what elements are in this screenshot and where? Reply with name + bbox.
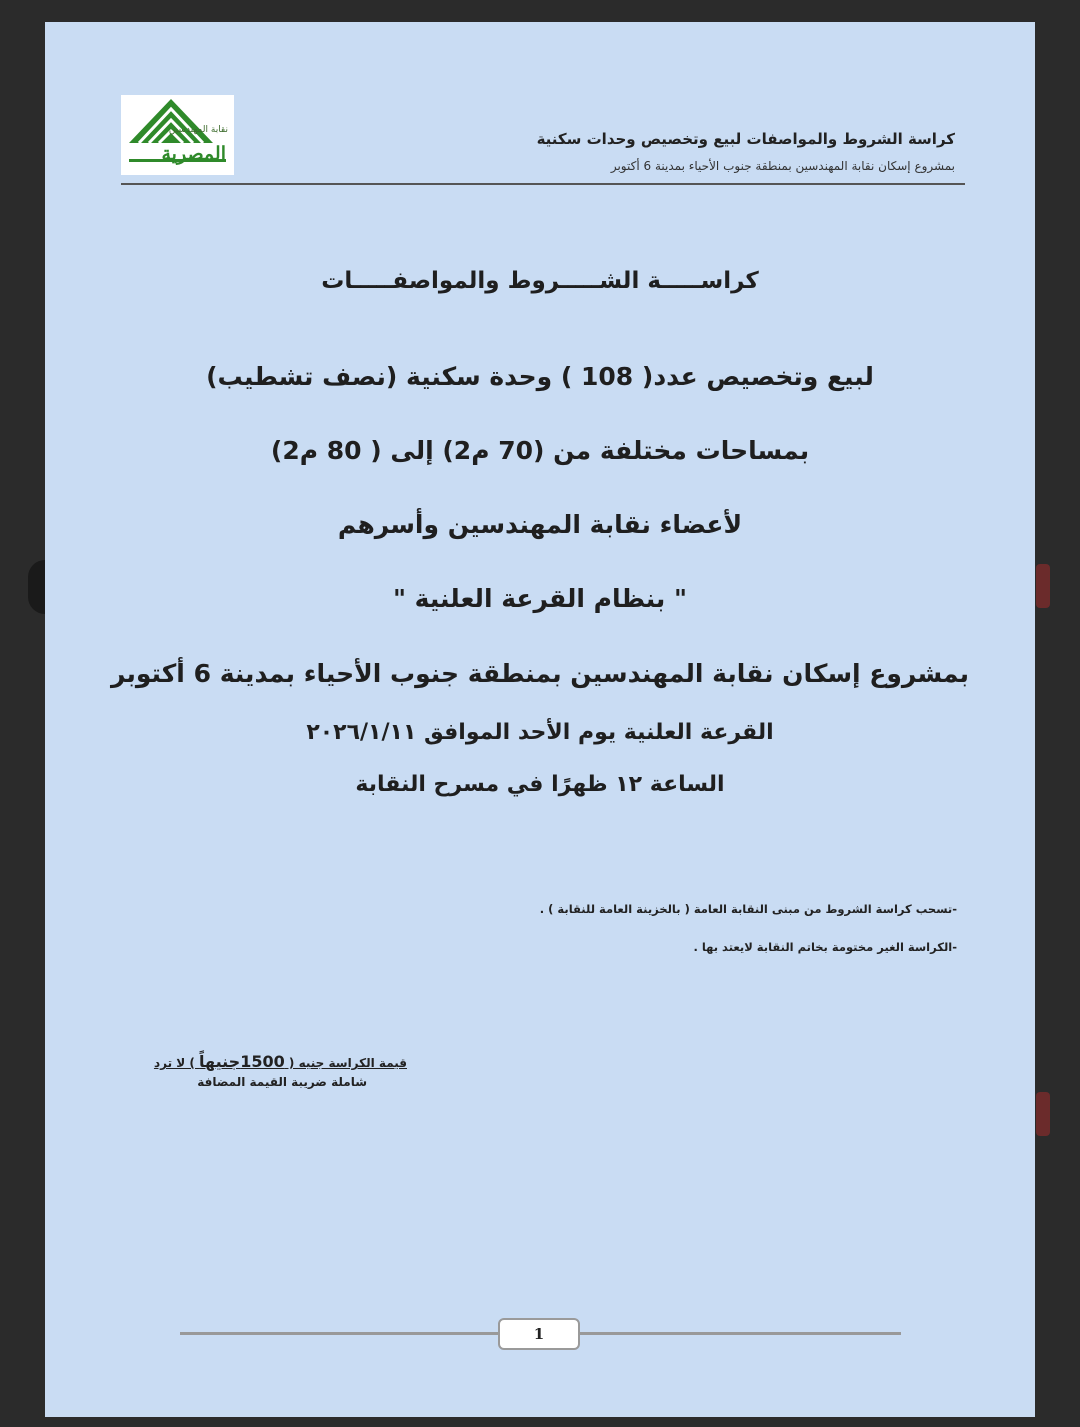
note-pickup: -تسحب كراسة الشروط من مبنى النقابة العامة ( بالخزينة العامة للنقابة ) . [539,902,957,916]
eligibility-line: لأعضاء نقابة المهندسين وأسرهم [337,510,743,539]
note-stamp: -الكراسة الغير مختومة بخاتم النقابة لايعتد بها . [693,940,957,954]
header-title: كراسة الشروط والمواصفات لبيع وتخصيص وحدات سكنية [536,130,955,148]
price-tax-note: شاملة ضريبة القيمة المضافة [197,1075,367,1089]
logo-small-text: نقابة المهندسين [168,125,228,135]
header-divider [121,183,965,185]
lottery-time-place: الساعة ١٢ ظهرًا في مسرح النقابة [355,772,725,797]
project-location: بمشروع إسكان نقابة المهندسين بمنطقة جنوب الأحياء بمدينة 6 أكتوبر [110,659,970,688]
footer-rule-left [180,1332,500,1335]
area-range: بمساحات مختلفة من (70 م2) إلى ( 80 م2) [270,436,810,465]
logo-big-text: المصرية [161,143,226,165]
document-page [45,22,1035,1417]
booklet-price [117,1052,407,1089]
lottery-date: القرعة العلنية يوم الأحد الموافق ٢٠٢٦/١/١١ [306,720,774,745]
viewer-side-tab[interactable] [1036,564,1050,608]
document-heading: كراســـــة الشـــــروط والمواصفـــــات [321,268,759,294]
header-subtitle: بمشروع إسكان نقابة المهندسين بمنطقة جنوب الأحياء بمدينة 6 أكتوبر [610,159,955,173]
viewer-side-tab[interactable] [1036,1092,1050,1136]
syndicate-logo [121,95,234,175]
price-line [117,1052,407,1071]
price-amount: 1500جنيهاً [199,1052,285,1071]
sale-description: لبيع وتخصيص عدد( 108 ) وحدة سكنية (نصف تشطيب) [206,362,874,391]
footer-rule-right [578,1332,901,1335]
price-prefix: قيمة الكراسة جنيه ( [284,1056,407,1070]
lottery-system-line: " بنظام القرعة العلنية " [392,584,688,613]
price-suffix: ) لا ترد [153,1056,200,1070]
page-number: 1 [498,1318,580,1350]
